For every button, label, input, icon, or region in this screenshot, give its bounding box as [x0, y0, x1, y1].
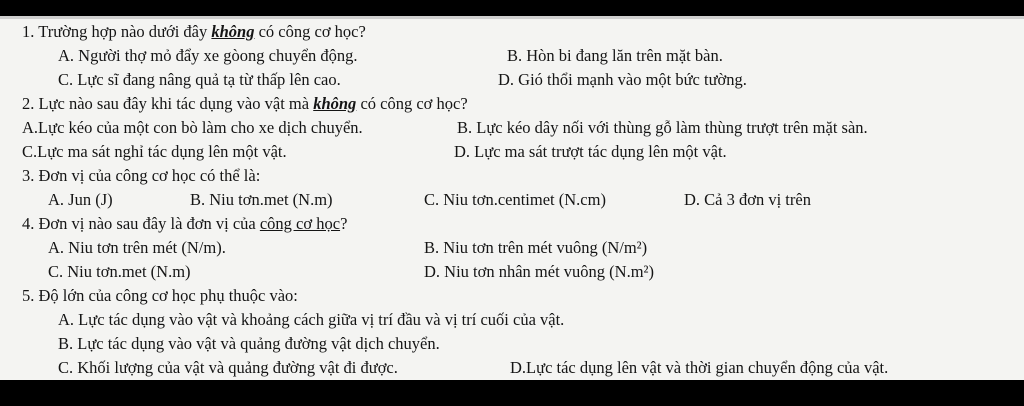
- question-2-tail: có công cơ học?: [356, 94, 468, 113]
- question-1-option-a: A. Người thợ mỏ đẩy xe gòong chuyển động.: [58, 46, 358, 65]
- question-5-option-a: A. Lực tác dụng vào vật và khoảng cách giữa vị trí đầu và vị trí cuối của vật.: [58, 310, 565, 329]
- question-3-option-c: C. Niu tơn.centimet (N.cm): [424, 190, 606, 209]
- question-3-option-d: D. Cả 3 đơn vị trên: [684, 190, 811, 209]
- question-2-option-c: C.Lực ma sát nghỉ tác dụng lên một vật.: [22, 142, 287, 161]
- question-3-option-b: B. Niu tơn.met (N.m): [190, 190, 333, 209]
- question-1-option-d: D. Gió thổi mạnh vào một bức tường.: [498, 70, 747, 89]
- question-5-option-c: C. Khối lượng của vật và quảng đường vật đi được.: [58, 358, 398, 377]
- question-4: [22, 214, 347, 234]
- question-2-option-d: D. Lực ma sát trượt tác dụng lên một vật.: [454, 142, 727, 161]
- question-1-option-c: C. Lực sĩ đang nâng quả tạ từ thấp lên cao.: [58, 70, 341, 89]
- question-4-option-c: C. Niu tơn.met (N.m): [48, 262, 191, 281]
- question-5: 5. Độ lớn của công cơ học phụ thuộc vào:: [22, 286, 298, 305]
- question-5-option-b: B. Lực tác dụng vào vật và quảng đường vật dịch chuyển.: [58, 334, 440, 353]
- question-2-option-b: B. Lực kéo dây nối với thùng gỗ làm thùng trượt trên mặt sàn.: [457, 118, 868, 137]
- question-2-option-a: A.Lực kéo của một con bò làm cho xe dịch chuyển.: [22, 118, 363, 137]
- question-3-option-a: A. Jun (J): [48, 190, 113, 209]
- question-4-option-d: D. Niu tơn nhân mét vuông (N.m²): [424, 262, 654, 281]
- question-5-option-d: D.Lực tác dụng lên vật và thời gian chuyển động của vật.: [510, 358, 889, 377]
- question-1-tail: có công cơ học?: [254, 22, 366, 41]
- question-1-emphasis: không: [211, 22, 255, 41]
- question-2: [22, 94, 468, 114]
- worksheet-page: [0, 16, 1024, 380]
- question-1-option-b: B. Hòn bi đang lăn trên mặt bàn.: [507, 46, 723, 65]
- question-4-tail: ?: [340, 214, 348, 233]
- question-4-option-b: B. Niu tơn trên mét vuông (N/m²): [424, 238, 648, 257]
- question-2-text: 2. Lực nào sau đây khi tác dụng vào vật mà: [22, 94, 314, 113]
- question-3: 3. Đơn vị của công cơ học có thể là:: [22, 166, 261, 185]
- question-4-text: 4. Đơn vị nào sau đây là đơn vị của: [22, 214, 260, 233]
- question-1-text: 1. Trường hợp nào dưới đây: [22, 22, 212, 41]
- question-4-emphasis: công cơ học: [259, 214, 341, 233]
- cropped-heading-strip: [0, 16, 1024, 19]
- question-1: [22, 22, 366, 42]
- question-2-emphasis: không: [313, 94, 357, 113]
- question-4-option-a: A. Niu tơn trên mét (N/m).: [48, 238, 226, 257]
